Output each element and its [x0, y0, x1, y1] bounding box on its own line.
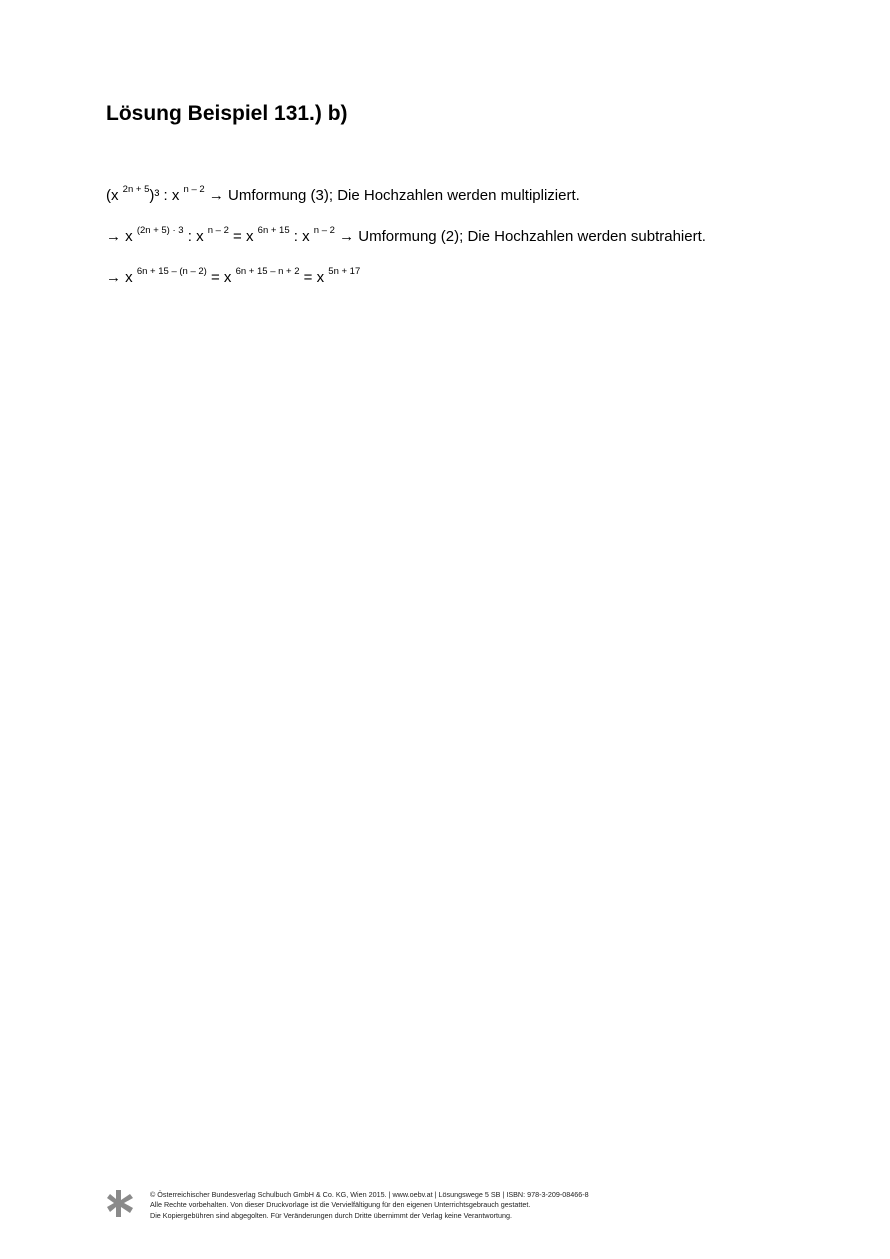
- math-text: → x: [106, 228, 137, 245]
- math-text: = x: [206, 269, 236, 286]
- exponent: 6n + 15 – (n – 2): [136, 266, 207, 277]
- exponent: (2n + 5) · 3: [136, 225, 184, 236]
- math-text: : x: [183, 228, 208, 245]
- footer-line-2: Alle Rechte vorbehalten. Von dieser Druckvorlage ist die Vervielfältigung für den eigenen Unterrichtsgebrauch gestattet.: [150, 1200, 531, 1210]
- page-title: Lösung Beispiel 131.) b): [106, 102, 348, 125]
- math-text: → x: [106, 269, 137, 286]
- math-text: )³ : x: [149, 187, 184, 204]
- exponent: 5n + 17: [328, 266, 361, 277]
- math-text: = x: [228, 228, 258, 245]
- publisher-logo-icon: [104, 1188, 136, 1220]
- exponent: n – 2: [313, 225, 335, 236]
- math-line-2: [106, 227, 706, 247]
- math-text: = x: [299, 269, 329, 286]
- math-text: (x: [106, 187, 123, 204]
- math-text: → Umformung (2); Die Hochzahlen werden subtrahiert.: [334, 228, 706, 245]
- footer-line-3: Die Kopiergebühren sind abgegolten. Für Veränderungen durch Dritte übernimmt der Verlag keine Verantwortung.: [150, 1210, 512, 1220]
- exponent: 6n + 15: [257, 225, 290, 236]
- exponent: 6n + 15 – n + 2: [235, 266, 300, 277]
- math-text: → Umformung (3); Die Hochzahlen werden multipliziert.: [204, 187, 580, 204]
- math-text: : x: [289, 228, 314, 245]
- footer-copyright: [150, 1190, 589, 1221]
- math-line-1: [106, 186, 580, 206]
- exponent: 2n + 5: [122, 184, 150, 195]
- footer-line-1: © Österreichischer Bundesverlag Schulbuch GmbH & Co. KG, Wien 2015. | www.oebv.at | Lösungswege 5 SB | ISBN: 978-3-209-08466-8: [150, 1190, 589, 1199]
- math-line-3: [106, 268, 360, 288]
- exponent: n – 2: [183, 184, 205, 195]
- exponent: n – 2: [207, 225, 229, 236]
